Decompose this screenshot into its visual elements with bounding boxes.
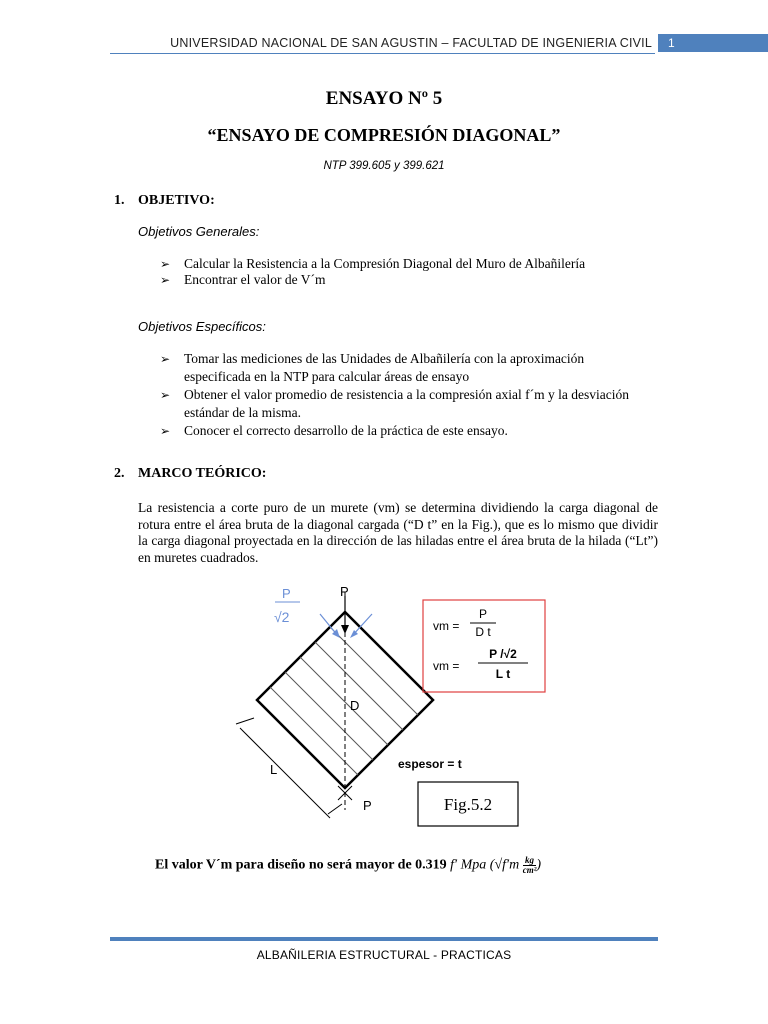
theory-paragraph: La resistencia a corte puro de un murete (vm) se determina dividiendo la carga diagonal de rotura entre el área bruta de la diagonal cargada (“D t” en la Fig.), que es lo mismo que dividir la carga diagonal proyectada en la dirección de las hiladas entre el área bruta de la hilada (“Lt”) en muretes cuadrados.: [138, 500, 658, 565]
bottom-load-label: P: [363, 798, 372, 813]
arrow-bullet-icon: ➢: [160, 388, 171, 402]
load-label: P: [340, 584, 349, 599]
list-item: [160, 350, 640, 386]
arrow-bullet-icon: ➢: [160, 273, 171, 287]
design-limit-note: [155, 856, 541, 875]
list-item-text: Encontrar el valor de V´m: [184, 272, 326, 287]
thickness-label: espesor = t: [398, 757, 462, 771]
projected-load-denominator: √2: [274, 609, 290, 625]
footer-rule: [110, 937, 658, 941]
section-heading-marco-teorico: [114, 466, 266, 482]
list-item-text: Tomar las mediciones de las Unidades de Albañilería con la aproximación especificada en la NTP para calcular áreas de ensayo: [184, 351, 585, 384]
list-item: [160, 271, 660, 289]
unit-denominator: cm²: [522, 865, 537, 875]
running-header: UNIVERSIDAD NACIONAL DE SAN AGUSTIN – FACULTAD DE INGENIERIA CIVIL: [170, 36, 652, 50]
list-item-text: Calcular la Resistencia a la Compresión Diagonal del Muro de Albañilería: [184, 256, 586, 271]
equation2-numerator: P /√2: [489, 647, 517, 661]
section-title: OBJETIVO:: [138, 193, 215, 208]
equation2-lhs: vm =: [433, 659, 460, 673]
note-text: El valor V´m para diseño no será mayor de 0.319: [155, 857, 447, 873]
equation2-denominator: L t: [495, 667, 511, 681]
section-title: MARCO TEÓRICO:: [138, 466, 267, 481]
general-objectives-label: Objetivos Generales:: [138, 224, 260, 239]
equation1-numerator: P: [478, 607, 488, 621]
list-item-text: Conocer el correcto desarrollo de la práctica de este ensayo.: [184, 423, 508, 438]
list-item: [160, 386, 640, 422]
equation1-lhs: vm =: [433, 619, 460, 633]
list-item-text: Obtener el valor promedio de resistencia a la compresión axial f´m y la desviación estándar de la misma.: [184, 387, 629, 420]
section-number: 2.: [114, 466, 125, 481]
unit-fraction: [523, 856, 537, 875]
document-title: ENSAYO Nº 5: [325, 88, 443, 109]
specific-objectives-label: Objetivos Específicos:: [138, 319, 266, 334]
header-rule: [110, 53, 655, 54]
norm-reference: NTP 399.605 y 399.621: [323, 160, 445, 172]
note-close: ): [536, 857, 542, 873]
arrow-bullet-icon: ➢: [160, 424, 171, 438]
unit-numerator: kg: [523, 856, 537, 866]
equation1-denominator: D t: [475, 625, 491, 639]
arrow-bullet-icon: ➢: [160, 352, 171, 366]
diagonal-compression-figure: [230, 578, 560, 830]
list-item: [160, 422, 660, 440]
figure-caption: Fig.5.2: [443, 795, 493, 814]
section-heading-objetivo: [114, 193, 215, 209]
document-subtitle: “ENSAYO DE COMPRESIÓN DIAGONAL”: [207, 125, 561, 145]
running-footer: ALBAÑILERIA ESTRUCTURAL - PRACTICAS: [256, 948, 512, 962]
page-number: 1: [658, 34, 768, 52]
diagonal-label: D: [350, 698, 360, 713]
projected-load-numerator: P: [282, 586, 291, 601]
section-number: 1.: [114, 193, 125, 208]
note-math: f′ Mpa (√f′m: [450, 857, 520, 873]
arrow-bullet-icon: ➢: [160, 257, 171, 271]
side-length-label: L: [270, 762, 278, 777]
